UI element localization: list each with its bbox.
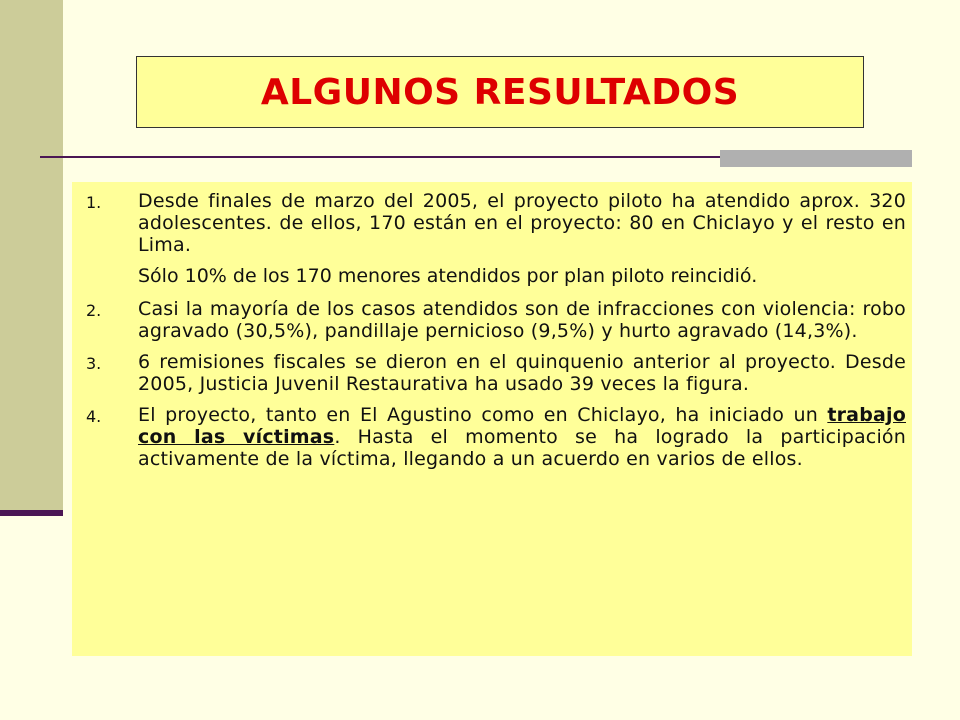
item-number: 4. [86,407,102,426]
victims-work-link[interactable]: trabajo con las víctimas [138,404,906,448]
list-item-4 [86,404,906,470]
slide-title: ALGUNOS RESULTADOS [260,71,740,113]
item-text [138,404,906,470]
item-number: 3. [86,354,102,373]
title-box [136,56,864,128]
item-number: 2. [86,301,102,320]
item-number: 1. [86,193,102,212]
item-text: Desde finales de marzo del 2005, el proyecto piloto ha atendido aprox. 320 adolescentes. de ellos, 170 están en el proyecto: 80 en Chiclayo y el resto en Lima. [138,190,906,256]
item-text: Casi la mayoría de los casos atendidos son de infracciones con violencia: robo agravado (30,5%), pandillaje pernicioso (9,5%) y hurto agravado (14,3%). [138,298,906,342]
divider-block [720,150,912,167]
item-text-before: El proyecto, tanto en El Agustino como en Chiclayo, ha iniciado un [138,404,828,426]
results-box [72,182,912,656]
list-item-2 [86,298,906,342]
left-decorative-bar [0,0,63,513]
item-text-after: . Hasta el momento se ha logrado la participación activamente de la víctima, llegando a un acuerdo en varios de ellos. [138,426,906,470]
list-item-1 [86,190,906,256]
list-item-3 [86,351,906,395]
left-accent-line [0,510,63,516]
item-text: 6 remisiones fiscales se dieron en el quinquenio anterior al proyecto. Desde 2005, Justicia Juvenil Restaurativa ha usado 39 veces la figura. [138,351,906,395]
item-subnote: Sólo 10% de los 170 menores atendidos por plan piloto reincidió. [138,265,758,287]
